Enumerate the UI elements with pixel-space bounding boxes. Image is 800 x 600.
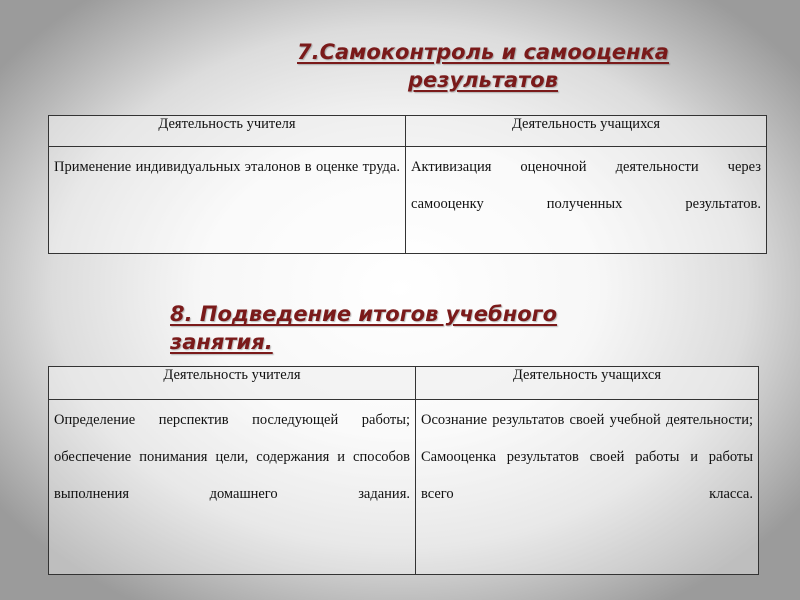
teacher-activity-item: обеспечение понимания цели, содержания и способов выполнения домашнего задания. — [54, 449, 410, 502]
teacher-activity-item: Определение перспектив последующей работы; — [54, 412, 410, 428]
header-student-activity: Деятельность учащихся — [406, 116, 767, 147]
student-activity-cell — [406, 147, 767, 254]
section-7-table — [48, 115, 767, 254]
student-activity-item: Осознание результатов своей учебной деятельности; — [421, 412, 753, 428]
section-8-table — [48, 366, 759, 575]
teacher-activity-cell — [49, 147, 406, 254]
student-activity-text: Активизация оценочной деятельности через самооценку полученных результатов. — [411, 159, 761, 212]
student-activity-cell — [416, 400, 759, 575]
header-teacher-activity: Деятельность учителя — [49, 367, 416, 400]
teacher-activity-text: Применение индивидуальных эталонов в оценке труда. — [54, 159, 400, 175]
teacher-activity-cell — [49, 400, 416, 575]
section-8-title: 8. Подведение итогов учебного занятия. — [170, 302, 558, 354]
header-teacher-activity: Деятельность учителя — [49, 116, 406, 147]
section-7-title-line1: 7.Самоконтроль и самооценка — [297, 40, 669, 64]
section-7-title — [248, 38, 718, 94]
section-7-title-line2: результатов — [407, 68, 559, 92]
table-row — [49, 147, 767, 254]
student-activity-item: Самооценка результатов своей работы и работы всего класса. — [421, 449, 753, 502]
table-header-row — [49, 367, 759, 400]
table-header-row — [49, 116, 767, 147]
table-row — [49, 400, 759, 575]
header-student-activity: Деятельность учащихся — [416, 367, 759, 400]
